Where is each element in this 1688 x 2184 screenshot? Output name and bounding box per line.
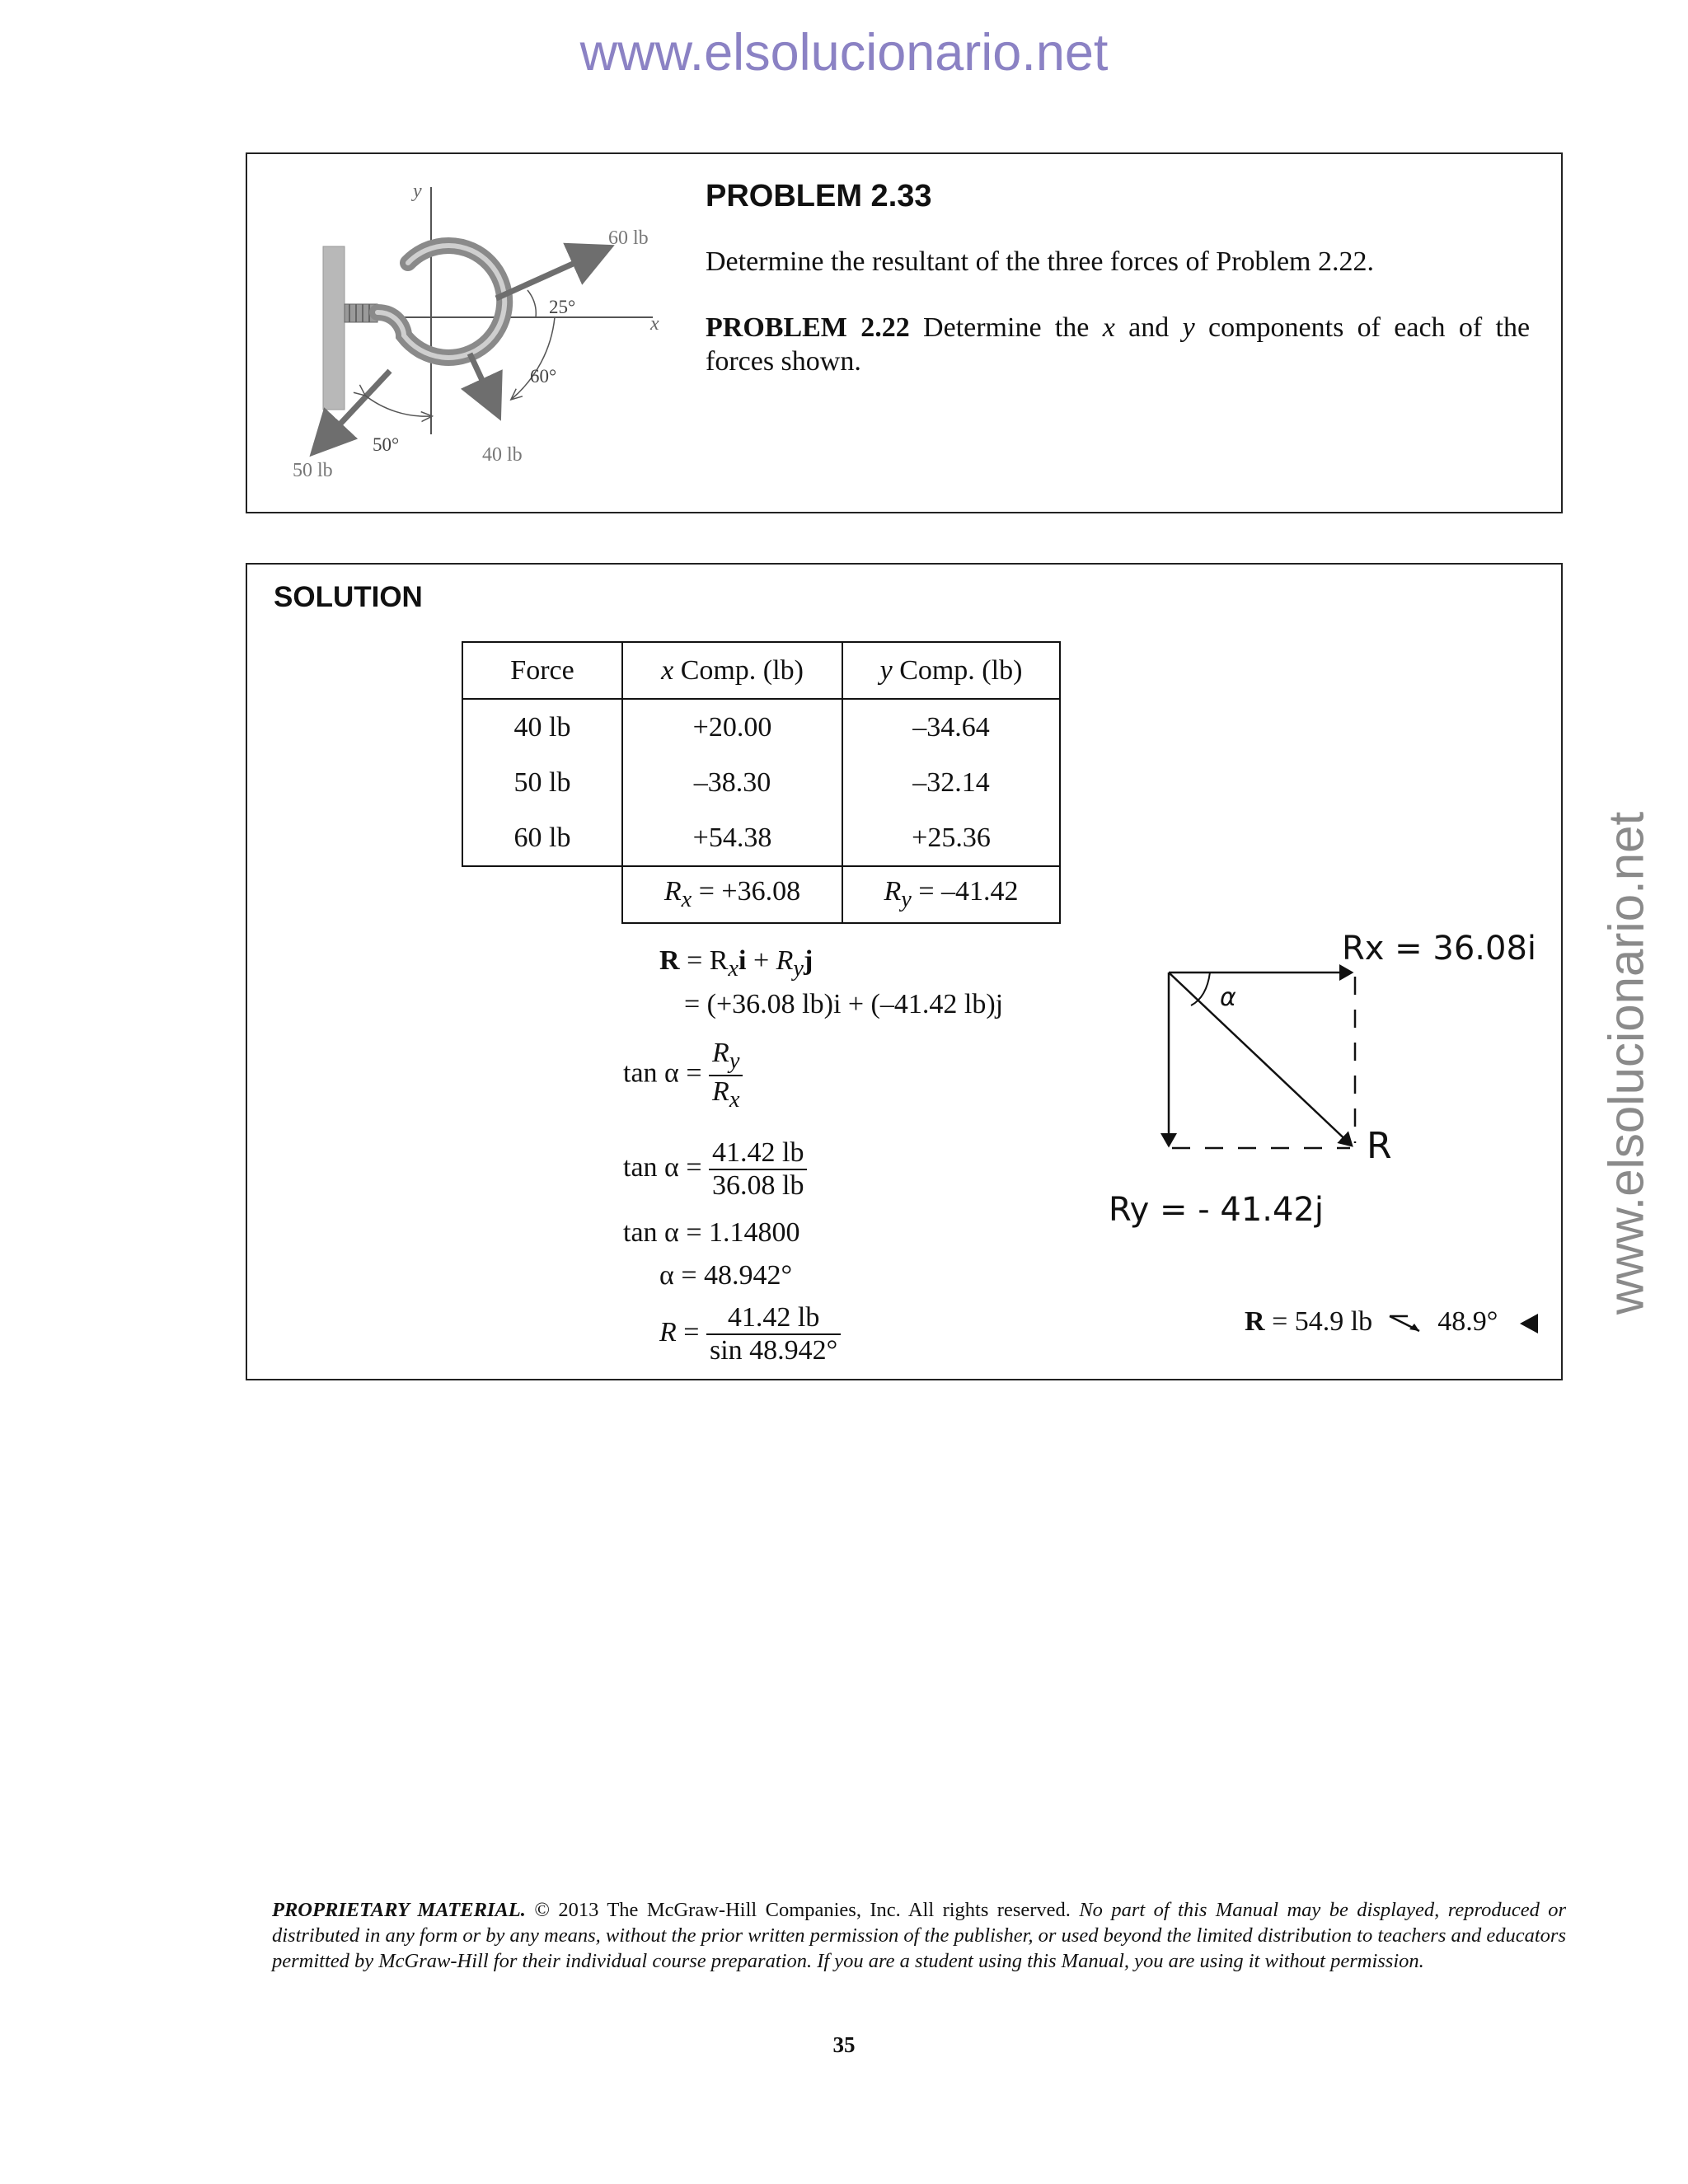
direction-arrow-icon: [1386, 1311, 1424, 1336]
alpha-label: α: [1220, 983, 1236, 1012]
wall: [323, 246, 345, 410]
cell-x-comp: +54.38: [622, 810, 842, 866]
y-axis-label: y: [413, 180, 422, 202]
header-force: Force: [462, 642, 622, 699]
cell-force: 60 lb: [462, 810, 622, 866]
fraction-values: [709, 1137, 807, 1202]
eq-tan-result: tan α = 1.14800: [623, 1217, 800, 1248]
rx-sum-value: = +36.08: [698, 876, 801, 907]
r-vector: [1169, 972, 1352, 1146]
page-number: 35: [832, 2032, 856, 2057]
footer-notice: [272, 1897, 1566, 1974]
table-row: [462, 755, 1060, 810]
answer-marker-icon: [1517, 1311, 1541, 1336]
header-x-comp: x Comp. (lb): [622, 642, 842, 699]
table-header-row: [462, 642, 1060, 699]
angle-50-label: 50°: [373, 434, 400, 455]
eq-r-value: = (+36.08 lb)i + (–41.42 lb)j: [684, 989, 1004, 1019]
force-60-label: 60 lb: [608, 227, 649, 249]
cell-x-comp: +20.00: [622, 699, 842, 755]
solution-box: [246, 563, 1563, 1380]
angle-arc-60: [512, 317, 555, 399]
frac2-numerator: 41.42 lb: [709, 1137, 807, 1170]
header-y-comp: y Comp. (lb): [842, 642, 1060, 699]
force-40-arrow: [470, 354, 496, 410]
reference-var-x: x: [1102, 312, 1115, 343]
force-50-label: 50 lb: [293, 460, 333, 481]
table-sum-row: [462, 866, 1060, 923]
table-row: [462, 699, 1060, 755]
eq-r-def-text: = R: [687, 945, 729, 976]
watermark-top: www.elsolucionario.net: [579, 24, 1109, 82]
footer-copyright: © 2013 The McGraw-Hill Companies, Inc. All rights reserved.: [534, 1899, 1071, 1921]
rx-handwritten-label: Rx = 36.08i: [1342, 930, 1537, 968]
cell-y-comp: –32.14: [842, 755, 1060, 810]
cell-ry-sum: $R_y = -41.42$: [842, 866, 1060, 923]
footer-notice-text: No part of this Manual may be displayed, reproduced or distributed in any form or by any means, without the prior written permission of the publisher, or used beyond the limited distribution to teachers and educators permitted by McGraw-Hill for their individual course preparation. If you are a student using this Manual, you are using it without permission.: [272, 1899, 1567, 1972]
alpha-arc: [1191, 972, 1210, 1005]
r-sketch-label: R: [1367, 1125, 1392, 1167]
force-60-arrow: [496, 250, 604, 298]
problem-title: PROBLEM 2.33: [706, 179, 932, 213]
ry-handwritten-label: Ry = - 41.42j: [1109, 1191, 1324, 1229]
cell-rx-sum: $R_x = +36.08$: [622, 866, 842, 923]
table-row: [462, 810, 1060, 866]
eq-r-definition: $R = R_xi + R_yj$: [659, 945, 814, 982]
reference-text-2: and: [1128, 312, 1170, 343]
fraction-ry-rx: $\frac{R_y}{R_x}$: [709, 1038, 743, 1113]
fraction-r-magnitude: [706, 1302, 841, 1366]
eq-tan-values: [623, 1137, 807, 1202]
reference-var-y: y: [1182, 312, 1195, 343]
cell-y-comp: –34.64: [842, 699, 1060, 755]
eq-tan-ratio: [623, 1038, 743, 1113]
answer-angle: 48.9°: [1437, 1306, 1498, 1337]
eq-r-magnitude: R = $\frac{41.42 lb}{\sin 48.942^\circ}$: [659, 1302, 841, 1366]
tan-label-2: tan α =: [623, 1151, 702, 1183]
reference-label: PROBLEM 2.22: [706, 312, 910, 343]
problem-statement: Determine the resultant of the three forces of Problem 2.22.: [706, 246, 1375, 277]
force-40-label: 40 lb: [482, 444, 523, 466]
eq-alpha-result: α = 48.942°: [659, 1260, 793, 1291]
angle-60-label: 60°: [530, 366, 557, 387]
cell-force: 50 lb: [462, 755, 622, 810]
cell-y-comp: +25.36: [842, 810, 1060, 866]
reference-text-1: Determine the: [923, 312, 1090, 343]
reference-text-3: components of each of the forces shown.: [706, 312, 1531, 377]
solution-heading: SOLUTION: [274, 581, 423, 613]
rmag-numerator: 41.42 lb: [706, 1302, 841, 1335]
tan-label-1: tan α =: [623, 1057, 702, 1089]
footer-label: PROPRIETARY MATERIAL.: [272, 1899, 526, 1921]
problem-box: [246, 152, 1563, 513]
x-axis-label: x: [650, 313, 659, 335]
watermark-side: www.elsolucionario.net: [1598, 811, 1654, 1315]
components-table: [462, 641, 1061, 924]
rmag-denominator: sin 48.942°: [709, 1335, 838, 1366]
cell-x-comp: –38.30: [622, 755, 842, 810]
answer-value: = 54.9 lb: [1272, 1306, 1373, 1337]
answer-vector-symbol: R: [1245, 1306, 1265, 1337]
final-answer: [1245, 1306, 1541, 1338]
angle-arc-25: [528, 290, 536, 317]
problem-reference: [706, 311, 1530, 378]
cell-force: 40 lb: [462, 699, 622, 755]
angle-arc-50: [364, 395, 431, 416]
frac2-denominator: 36.08 lb: [712, 1170, 804, 1201]
ry-sum-value: = –41.42: [918, 876, 1019, 907]
angle-25-label: 25°: [549, 297, 576, 317]
